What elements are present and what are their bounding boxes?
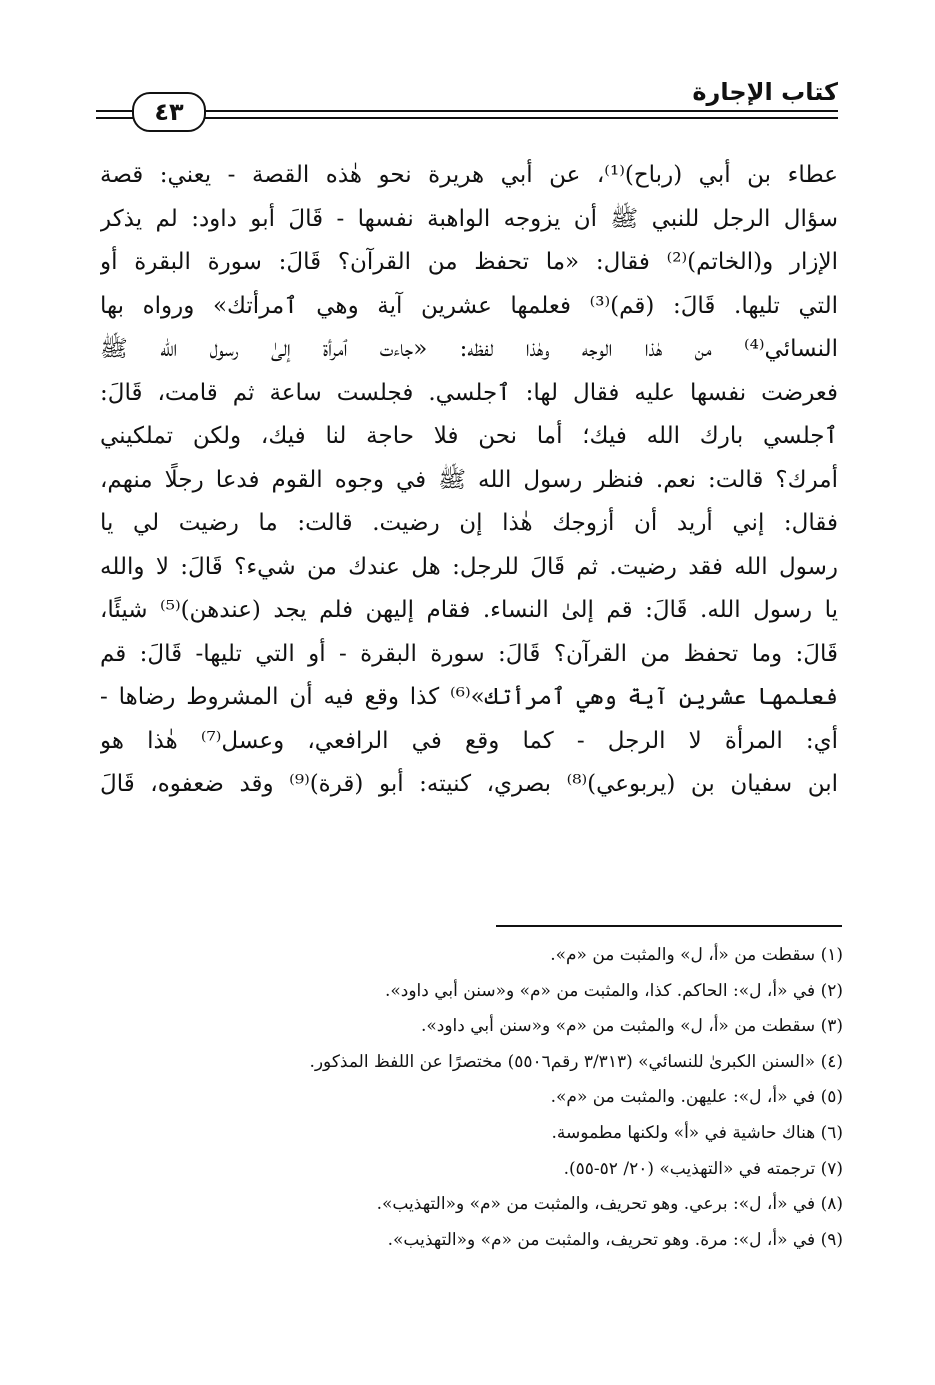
text-line: عطاء بن أبي (رباح)⁽¹⁾، عن أبي هريرة نحو هٰذه القصة - يعني: قصة: [100, 162, 838, 188]
text-line: الإزار و(الخاتم)⁽²⁾ فقال: «ما تحفظ من القرآن؟ قَالَ: سورة البقرة أو: [100, 249, 838, 275]
text-line: يا رسول الله. قَالَ: قم إلىٰ النساء. فقام إليهن فلم يجد (عندهن)⁽⁵⁾ شيئًا،: [100, 597, 838, 623]
header-rule-top: [96, 110, 838, 112]
footnote: (١) سقطت من «أ، ل» والمثبت من «م».: [550, 945, 843, 965]
page-number: ٤٣: [132, 92, 206, 132]
text-line: فعلمها عشرين آية وهي ٱمرأتك»⁽⁶⁾ كذا وقع فيه أن المشروط رضاها -: [100, 684, 838, 710]
chapter-title: كتاب الإجارة: [692, 78, 838, 106]
footnote: (٦) هناك حاشية في «أ» ولكنها مطموسة.: [551, 1122, 843, 1143]
text-line: التي تليها. قَالَ: (قم)⁽³⁾ فعلمها عشرين آية وهي ٱمرأتك» ورواه بها: [100, 292, 838, 319]
text-line: النسائي⁽⁴⁾ من هٰذا الوجه وهٰذا لفظه: «جاءت ٱمرأة إلىٰ رسول الله ﷺ: [100, 336, 838, 362]
text-line: أي: المرأة لا الرجل - كما وقع في الرافعي، وعسل⁽⁷⁾ هٰذا هو: [100, 727, 838, 754]
text-line: فقال: إني أريد أن أزوجك هٰذا إن رضيت. قالت: ما رضيت لي يا: [100, 510, 838, 536]
text-line: رسول الله فقد رضيت. ثم قَالَ للرجل: هل عندك من شيء؟ قَالَ: لا والله: [100, 553, 838, 580]
text-line: ٱجلسي بارك الله فيك؛ أما نحن فلا حاجة لنا فيك، ولكن تملكيني: [100, 423, 838, 449]
page-header: [96, 76, 838, 128]
text-line: فعرضت نفسها عليه فقال لها: ٱجلسي. فجلست ساعة ثم قامت، قَالَ:: [100, 379, 838, 406]
footnote: (٨) في «أ، ل»: برعي. وهو تحريف، والمثبت من «م» و«التهذيب».: [376, 1194, 843, 1215]
footnote: (٩) في «أ، ل»: مرة. وهو تحريف، والمثبت من «م» و«التهذيب».: [387, 1229, 843, 1250]
footnote: (٢) في «أ، ل»: الحاكم. كذا، والمثبت من «م» و«سنن أبي داود».: [384, 980, 843, 1001]
text-line: سؤال الرجل للنبي ﷺ أن يزوجه الواهبة نفسها - قَالَ أبو داود: لم يذكر: [100, 205, 838, 232]
header-rule-bottom: [96, 117, 838, 119]
text-line: قَالَ: وما تحفظ من القرآن؟ قَالَ: سورة البقرة - أو التي تليها- قَالَ: قم: [100, 640, 838, 667]
footnote: (٣) سقطت من «أ، ل» والمثبت من «م» و«سنن أبي داود».: [420, 1016, 843, 1037]
text-line: ابن سفيان بن (يربوعي)⁽⁸⁾ بصري، كنيته: أبو (قرة)⁽⁹⁾ وقد ضعفوه، قَالَ: [100, 771, 838, 797]
main-text: [100, 154, 838, 807]
footnote: (٥) في «أ، ل»: عليهن. والمثبت من «م».: [550, 1087, 843, 1108]
footnote: (٤) «السنن الكبرىٰ للنسائي» (٣/٣١٣ رقم٥٥٠٦) مختصرًا عن اللفظ المذكور.: [309, 1051, 843, 1072]
footnotes: [103, 938, 843, 1258]
footnote-separator: [496, 925, 842, 927]
text-line: أمرك؟ قالت: نعم. فنظر رسول الله ﷺ في وجوه القوم فدعا رجلًا منهم،: [100, 466, 838, 493]
footnote: (٧) ترجمته في «التهذيب» (٢٠/ ٥٢-٥٥).: [563, 1158, 843, 1179]
